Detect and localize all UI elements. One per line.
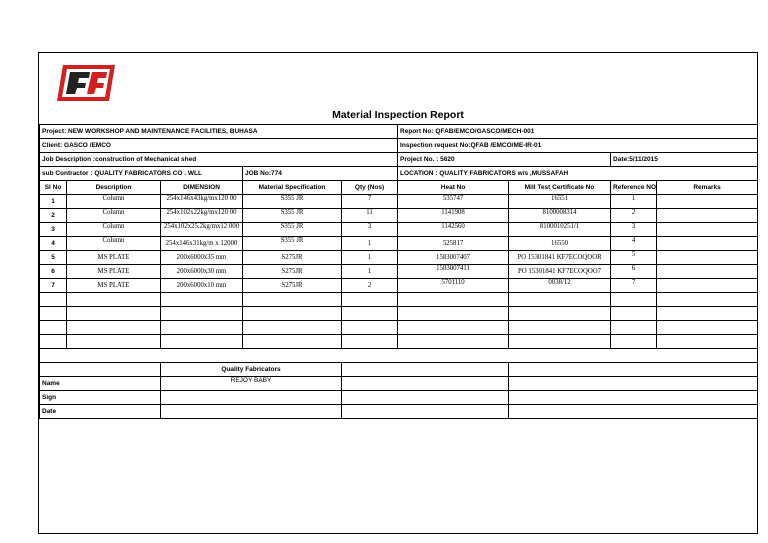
- report-table: [39, 124, 758, 419]
- mtc-cell: PO 15301841 KF7ECOQOO7: [509, 265, 611, 279]
- dimension-cell: 200x6000x30 mm: [161, 265, 243, 279]
- location-field: LOCATION : QUALITY FABRICATORS w/s ,MUSSAFAH: [398, 167, 758, 181]
- company-logo: [53, 63, 119, 103]
- sign-label: Sign: [40, 391, 161, 405]
- heat-no-cell: 1583007411: [398, 265, 509, 279]
- reference-cell: 5: [611, 251, 657, 265]
- spec-cell: S275JR: [243, 279, 342, 293]
- reference-cell: 1: [611, 195, 657, 209]
- empty-row: [40, 307, 758, 321]
- spec-cell: S355 JR: [243, 209, 342, 223]
- qty-cell: 7: [342, 195, 398, 209]
- description-cell: MS PLATE: [67, 251, 161, 265]
- description-cell: Column: [67, 209, 161, 223]
- dimension-cell: 254x146x43kg/mx120 00: [161, 195, 243, 209]
- remarks-cell: [657, 251, 758, 265]
- project-field: Project: NEW WORKSHOP AND MAINTENANCE FACILITIES, BUHASA: [40, 125, 398, 139]
- table-row: [40, 279, 758, 293]
- table-row: [40, 223, 758, 237]
- description-cell: Column: [67, 195, 161, 209]
- sign-row: [40, 391, 758, 405]
- remarks-cell: [657, 279, 758, 293]
- company-label: Quality Fabricators: [161, 363, 342, 377]
- table-row: [40, 195, 758, 209]
- qty-cell: 11: [342, 209, 398, 223]
- name-label: Name: [40, 377, 161, 391]
- qty-cell: 1: [342, 251, 398, 265]
- column-header: Description: [67, 181, 161, 195]
- reference-cell: 6: [611, 265, 657, 279]
- remarks-cell: [657, 265, 758, 279]
- column-header: Heat No: [398, 181, 509, 195]
- sl-no-cell: 4: [40, 237, 67, 251]
- dimension-cell: 254x102x22kg/mx120 00: [161, 209, 243, 223]
- heat-no-cell: 1142560: [398, 223, 509, 237]
- column-header: Qty (Nos): [342, 181, 398, 195]
- heat-no-cell: 1583007407: [398, 251, 509, 265]
- date-row: [40, 405, 758, 419]
- description-cell: MS PLATE: [67, 279, 161, 293]
- dimension-cell: 200x6000x35 mm: [161, 251, 243, 265]
- description-cell: Column: [67, 223, 161, 237]
- column-header: Reference NO: [611, 181, 657, 195]
- description-cell: Column: [67, 237, 161, 251]
- job-description-field: Job Description :construction of Mechanical shed: [40, 153, 398, 167]
- remarks-cell: [657, 195, 758, 209]
- spec-cell: S275JR: [243, 251, 342, 265]
- date-label: Date: [40, 405, 161, 419]
- empty-row: [40, 321, 758, 335]
- spacer-row: [40, 349, 758, 363]
- spec-cell: S355 JR: [243, 223, 342, 237]
- mtc-cell: 8100008314: [509, 209, 611, 223]
- sub-contractor-field: sub Contractor : QUALITY FABRICATORS CO . WLL: [40, 167, 243, 181]
- column-header: Material Specification: [243, 181, 342, 195]
- sl-no-cell: 5: [40, 251, 67, 265]
- spec-cell: S355 JR: [243, 195, 342, 209]
- job-no-field: JOB No:774: [243, 167, 398, 181]
- dimension-cell: 254x102x25.2kg/mx12 000: [161, 223, 243, 237]
- project-no-field: Project No. : 5620: [398, 153, 611, 167]
- remarks-cell: [657, 209, 758, 223]
- table-row: [40, 265, 758, 279]
- table-row: [40, 251, 758, 265]
- heat-no-cell: 5701110: [398, 279, 509, 293]
- reference-cell: 2: [611, 209, 657, 223]
- mtc-cell: PO 15301841 KF7ECOQOOR: [509, 251, 611, 265]
- heat-no-cell: 1141908: [398, 209, 509, 223]
- qty-cell: 2: [342, 279, 398, 293]
- mtc-cell: 8100010251/1: [509, 223, 611, 237]
- dimension-cell: 200x6000x10 mm: [161, 279, 243, 293]
- reference-cell: 3: [611, 223, 657, 237]
- dimension-cell: 254x146x31kg/m x 12000: [161, 237, 243, 251]
- column-header: Mill Test Certificate No: [509, 181, 611, 195]
- spec-cell: S275JR: [243, 265, 342, 279]
- sl-no-cell: 2: [40, 209, 67, 223]
- date-field: Date:5/11/2015: [611, 153, 758, 167]
- table-row: [40, 209, 758, 223]
- sl-no-cell: 7: [40, 279, 67, 293]
- table-row: [40, 237, 758, 251]
- sl-no-cell: 1: [40, 195, 67, 209]
- column-header-row: [40, 181, 758, 195]
- reference-cell: 7: [611, 279, 657, 293]
- inspection-request-field: Inspection request No:QFAB /EMCO/ME-IR-01: [398, 139, 758, 153]
- mtc-cell: 0038/12: [509, 279, 611, 293]
- name-row: [40, 377, 758, 391]
- report-no-field: Report No: QFAB/EMCO/GASCO/MECH-001: [398, 125, 758, 139]
- empty-row: [40, 293, 758, 307]
- empty-row: [40, 335, 758, 349]
- client-field: Client: GASCO /EMCO: [40, 139, 398, 153]
- report-frame: [38, 52, 758, 534]
- remarks-cell: [657, 223, 758, 237]
- qty-cell: 1: [342, 265, 398, 279]
- column-header: DIMENSION: [161, 181, 243, 195]
- heat-no-cell: 535747: [398, 195, 509, 209]
- column-header: Remarks: [657, 181, 758, 195]
- name-value: REJOY BABY: [161, 377, 342, 391]
- description-cell: MS PLATE: [67, 265, 161, 279]
- heat-no-cell: 525817: [398, 237, 509, 251]
- page-title: Material Inspection Report: [332, 109, 464, 121]
- qty-cell: 3: [342, 223, 398, 237]
- remarks-cell: [657, 237, 758, 251]
- reference-cell: 4: [611, 237, 657, 251]
- column-header: Sl No: [40, 181, 67, 195]
- sl-no-cell: 6: [40, 265, 67, 279]
- spec-cell: S355 JR: [243, 237, 342, 251]
- mtc-cell: 16550: [509, 237, 611, 251]
- qty-cell: 1: [342, 237, 398, 251]
- sl-no-cell: 3: [40, 223, 67, 237]
- signature-header-row: [40, 363, 758, 377]
- mtc-cell: 16551: [509, 195, 611, 209]
